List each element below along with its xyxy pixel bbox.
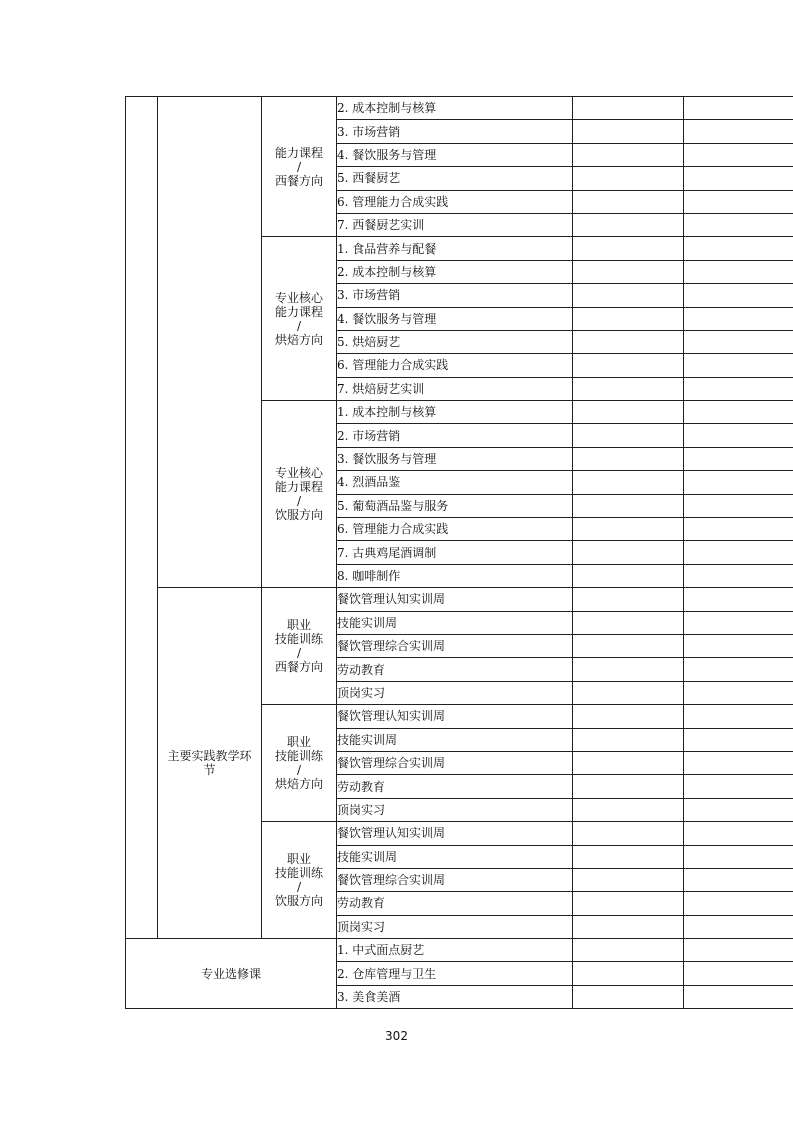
left-margin-cell <box>126 97 158 939</box>
blank-cell <box>573 518 684 541</box>
practice-section-line: 主要实践教学环 <box>167 749 252 764</box>
group-heading-line: 烘焙方向 <box>274 332 323 347</box>
course-item: 劳动教育 <box>337 658 573 681</box>
blank-cell <box>684 120 793 143</box>
blank-cell <box>684 962 793 985</box>
blank-cell <box>684 167 793 190</box>
course-item: 5. 西餐厨艺 <box>337 167 573 190</box>
blank-cell <box>684 985 793 1008</box>
blank-cell <box>573 330 684 353</box>
blank-cell <box>684 97 793 120</box>
group-heading-line: / <box>296 318 302 333</box>
blank-cell <box>573 751 684 774</box>
group-heading-line: 饮服方向 <box>274 508 323 523</box>
blank-cell <box>573 307 684 330</box>
blank-cell <box>573 892 684 915</box>
blank-cell <box>573 611 684 634</box>
group-heading-line: / <box>296 763 302 778</box>
category-cell <box>158 97 262 588</box>
blank-cell <box>573 190 684 213</box>
group-heading-line: 职业 <box>286 852 311 867</box>
course-item: 1. 成本控制与核算 <box>337 401 573 424</box>
table-row <box>126 588 793 611</box>
course-item: 3. 市场营销 <box>337 284 573 307</box>
blank-cell <box>684 705 793 728</box>
blank-cell <box>684 237 793 260</box>
course-item: 顶岗实习 <box>337 798 573 821</box>
blank-cell <box>573 447 684 470</box>
blank-cell <box>573 377 684 400</box>
course-item: 技能实训周 <box>337 728 573 751</box>
course-item: 3. 餐饮服务与管理 <box>337 447 573 470</box>
blank-cell <box>573 845 684 868</box>
group-heading-line: 能力课程 <box>274 480 323 495</box>
practice-section-label <box>158 588 262 939</box>
course-item: 7. 西餐厨艺实训 <box>337 213 573 236</box>
course-item: 3. 市场营销 <box>337 120 573 143</box>
blank-cell <box>684 728 793 751</box>
course-item: 5. 烘焙厨艺 <box>337 330 573 353</box>
blank-cell <box>684 681 793 704</box>
blank-cell <box>684 611 793 634</box>
group-heading-line: 饮服方向 <box>274 894 323 909</box>
blank-cell <box>684 190 793 213</box>
course-item: 劳动教育 <box>337 892 573 915</box>
blank-cell <box>573 705 684 728</box>
blank-cell <box>573 564 684 587</box>
group-heading <box>262 588 337 705</box>
blank-cell <box>573 494 684 517</box>
table-row <box>126 939 793 962</box>
blank-cell <box>684 845 793 868</box>
group-heading <box>262 822 337 939</box>
blank-cell <box>684 401 793 424</box>
blank-cell <box>684 775 793 798</box>
blank-cell <box>684 868 793 891</box>
blank-cell <box>573 424 684 447</box>
course-table <box>125 96 793 1009</box>
blank-cell <box>684 260 793 283</box>
group-heading-line: / <box>296 159 302 174</box>
blank-cell <box>573 728 684 751</box>
course-item: 3. 美食美酒 <box>337 985 573 1008</box>
blank-cell <box>573 143 684 166</box>
course-item: 6. 管理能力合成实践 <box>337 518 573 541</box>
group-heading <box>262 705 337 822</box>
course-item: 技能实训周 <box>337 845 573 868</box>
blank-cell <box>684 143 793 166</box>
course-table-body <box>126 97 793 1009</box>
practice-section-line: 节 <box>203 763 216 778</box>
blank-cell <box>684 471 793 494</box>
course-item: 4. 餐饮服务与管理 <box>337 307 573 330</box>
blank-cell <box>573 167 684 190</box>
group-heading-line: 能力课程 <box>274 145 323 160</box>
blank-cell <box>573 541 684 564</box>
blank-cell <box>684 751 793 774</box>
course-item: 餐饮管理认知实训周 <box>337 588 573 611</box>
table-row <box>126 97 793 120</box>
blank-cell <box>684 822 793 845</box>
blank-cell <box>573 588 684 611</box>
course-item: 顶岗实习 <box>337 915 573 938</box>
blank-cell <box>573 471 684 494</box>
course-item: 7. 烘焙厨艺实训 <box>337 377 573 400</box>
group-heading-line: 能力课程 <box>274 304 323 319</box>
blank-cell <box>573 822 684 845</box>
blank-cell <box>573 915 684 938</box>
course-item: 7. 古典鸡尾酒调制 <box>337 541 573 564</box>
blank-cell <box>684 634 793 657</box>
blank-cell <box>573 868 684 891</box>
blank-cell <box>684 518 793 541</box>
group-heading-line: / <box>296 494 302 509</box>
course-item: 劳动教育 <box>337 775 573 798</box>
course-item: 餐饮管理综合实训周 <box>337 634 573 657</box>
course-item: 2. 成本控制与核算 <box>337 97 573 120</box>
group-heading-line: 西餐方向 <box>274 173 323 188</box>
blank-cell <box>684 424 793 447</box>
blank-cell <box>684 588 793 611</box>
blank-cell <box>684 447 793 470</box>
course-item: 餐饮管理综合实训周 <box>337 868 573 891</box>
blank-cell <box>573 658 684 681</box>
blank-cell <box>684 915 793 938</box>
blank-cell <box>573 260 684 283</box>
course-item: 8. 咖啡制作 <box>337 564 573 587</box>
course-item: 4. 烈酒品鉴 <box>337 471 573 494</box>
blank-cell <box>684 892 793 915</box>
blank-cell <box>573 237 684 260</box>
course-item: 餐饮管理综合实训周 <box>337 751 573 774</box>
blank-cell <box>573 284 684 307</box>
blank-cell <box>684 798 793 821</box>
group-heading-line: 技能训练 <box>274 749 323 764</box>
course-item: 餐饮管理认知实训周 <box>337 705 573 728</box>
course-item: 1. 中式面点厨艺 <box>337 939 573 962</box>
blank-cell <box>573 401 684 424</box>
blank-cell <box>684 541 793 564</box>
course-item: 技能实训周 <box>337 611 573 634</box>
course-item: 2. 仓库管理与卫生 <box>337 962 573 985</box>
blank-cell <box>684 939 793 962</box>
blank-cell <box>684 494 793 517</box>
blank-cell <box>573 681 684 704</box>
group-heading-line: / <box>296 880 302 895</box>
blank-cell <box>573 120 684 143</box>
course-item: 1. 食品营养与配餐 <box>337 237 573 260</box>
blank-cell <box>573 97 684 120</box>
group-heading-line: 职业 <box>286 618 311 633</box>
blank-cell <box>573 962 684 985</box>
course-item: 5. 葡萄酒品鉴与服务 <box>337 494 573 517</box>
blank-cell <box>684 377 793 400</box>
course-item: 6. 管理能力合成实践 <box>337 354 573 377</box>
group-heading-line: 专业核心 <box>274 466 323 481</box>
group-heading <box>262 97 337 237</box>
blank-cell <box>573 939 684 962</box>
course-item: 2. 市场营销 <box>337 424 573 447</box>
blank-cell <box>573 798 684 821</box>
page-number: 302 <box>385 1029 408 1043</box>
group-heading-line: 专业核心 <box>274 290 323 305</box>
course-item: 2. 成本控制与核算 <box>337 260 573 283</box>
blank-cell <box>684 658 793 681</box>
course-item: 餐饮管理认知实训周 <box>337 822 573 845</box>
blank-cell <box>573 634 684 657</box>
blank-cell <box>573 213 684 236</box>
blank-cell <box>684 213 793 236</box>
blank-cell <box>684 564 793 587</box>
course-item: 4. 餐饮服务与管理 <box>337 143 573 166</box>
course-item: 6. 管理能力合成实践 <box>337 190 573 213</box>
group-heading-line: 职业 <box>286 735 311 750</box>
course-item: 顶岗实习 <box>337 681 573 704</box>
group-heading-line: 西餐方向 <box>274 660 323 675</box>
blank-cell <box>684 354 793 377</box>
blank-cell <box>684 284 793 307</box>
group-heading-line: 技能训练 <box>274 866 323 881</box>
group-heading <box>262 401 337 588</box>
elective-section-label: 专业选修课 <box>126 939 337 1009</box>
group-heading <box>262 237 337 401</box>
group-heading-line: / <box>296 646 302 661</box>
blank-cell <box>573 985 684 1008</box>
blank-cell <box>573 354 684 377</box>
group-heading-line: 烘焙方向 <box>274 777 323 792</box>
blank-cell <box>573 775 684 798</box>
blank-cell <box>684 330 793 353</box>
group-heading-line: 技能训练 <box>274 632 323 647</box>
blank-cell <box>684 307 793 330</box>
